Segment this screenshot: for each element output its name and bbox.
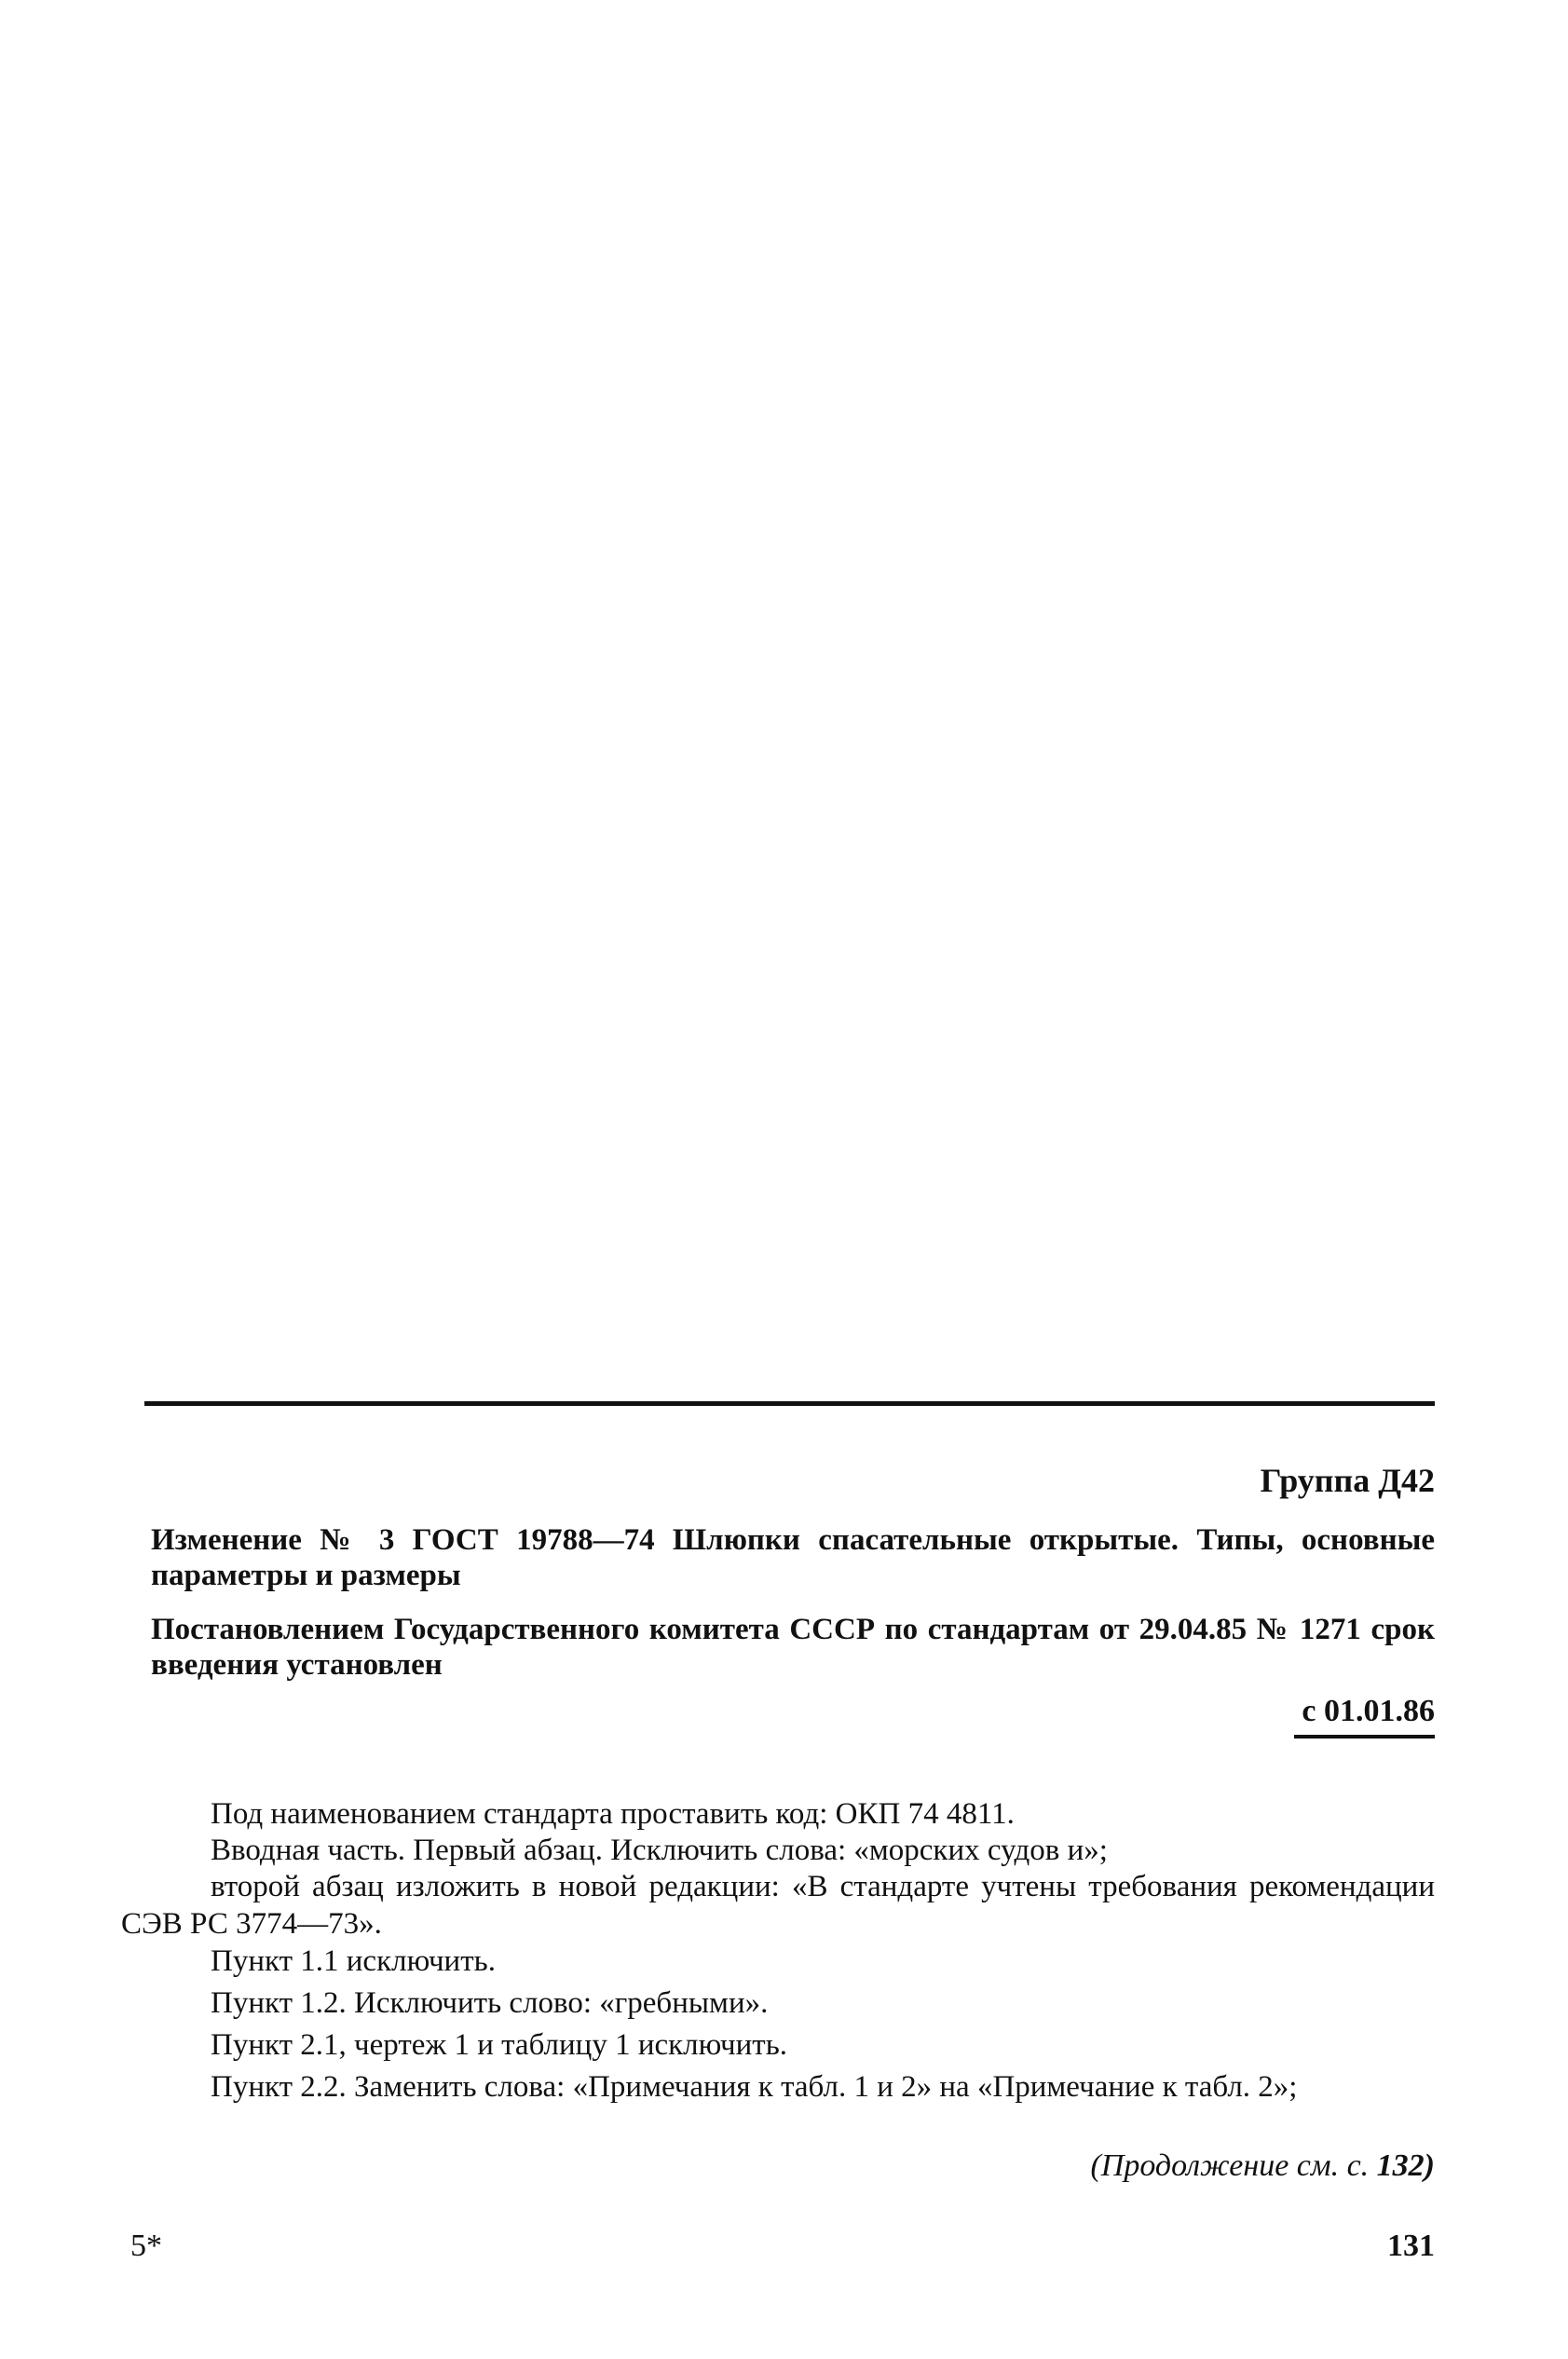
effective-date: с 01.01.86 [1294,1694,1435,1739]
paragraph: Пункт 2.1, чертеж 1 и таблицу 1 исключить. [211,2028,788,2062]
paragraph: Пункт 2.2. Заменить слова: «Примечания к табл. 1 и 2» на «Примечание к табл. 2»; [211,2070,1298,2104]
decree-text: Постановлением Государственного комитета СССР по стандартам от 29.04.85 № 1271 срок введения установлен [151,1613,1435,1682]
continuation-page: 132) [1376,2148,1435,2183]
paragraph: Пункт 1.2. Исключить слово: «гребными». [211,1986,769,2020]
paragraph: Вводная часть. Первый абзац. Исключить слова: «морских судов и»; [211,1834,1108,1867]
page-number: 131 [1387,2229,1435,2263]
paragraph: Пункт 1.1 исключить. [211,1944,496,1978]
continuation-note [1090,2148,1435,2184]
paragraph: второй абзац изложить в новой редакции: «В стандарте учтены требования рекомендации СЭВ РС 3774—73». [121,1870,1435,1941]
signature-mark: 5* [130,2229,162,2263]
group-code: Группа Д42 [1260,1462,1435,1499]
change-title: Изменение № 3 ГОСТ 19788—74 Шлюпки спасательные открытые. Типы, основные параметры и размеры [151,1523,1435,1592]
paragraph: Под наименованием стандарта проставить код: ОКП 74 4811. [211,1797,1015,1831]
header-divider [144,1401,1435,1406]
continuation-text: (Продолжение см. с. [1090,2148,1370,2183]
